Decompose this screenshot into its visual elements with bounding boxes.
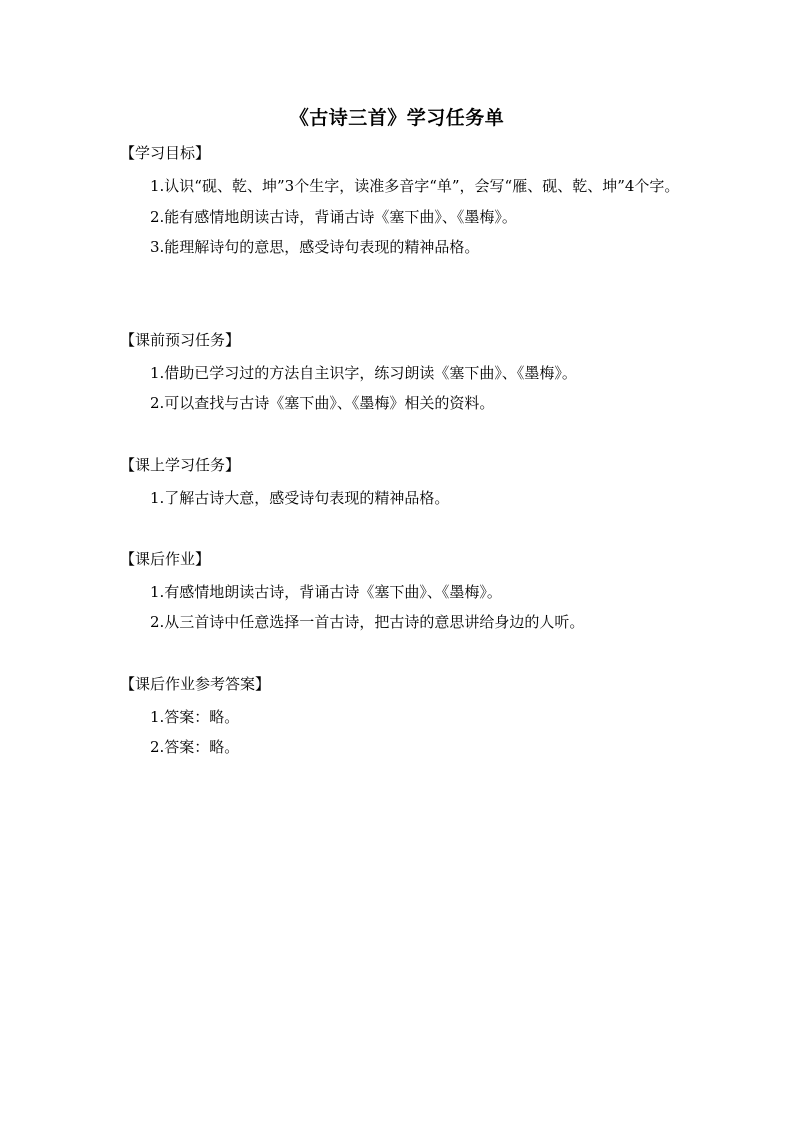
list-item: 2.能有感情地朗读古诗，背诵古诗《塞下曲》、《墨梅》。: [150, 208, 517, 226]
list-item: 2.可以查找与古诗《塞下曲》、《墨梅》相关的资料。: [150, 394, 495, 412]
section-heading: 【课前预习任务】: [120, 331, 241, 349]
section-homework-answers: [120, 672, 680, 762]
list-item: 1.有感情地朗读古诗，背诵古诗《塞下曲》、《墨梅》。: [150, 583, 502, 601]
list-item: 2.从三首诗中任意选择一首古诗，把古诗的意思讲给身边的人听。: [150, 613, 585, 631]
section-heading: 【学习目标】: [120, 144, 211, 162]
list-item: 2.答案：略。: [150, 738, 240, 756]
section-class-tasks: [120, 453, 680, 513]
section-heading: 【课上学习任务】: [120, 456, 241, 474]
list-item: 1.了解古诗大意，感受诗句表现的精神品格。: [150, 489, 450, 507]
section-heading: 【课后作业参考答案】: [120, 675, 271, 693]
section-homework: [120, 547, 680, 637]
list-item: 3.能理解诗句的意思，感受诗句表现的精神品格。: [150, 238, 480, 256]
section-learning-goals: [120, 141, 680, 262]
section-heading: 【课后作业】: [120, 550, 211, 568]
list-item: 1.借助已学习过的方法自主识字，练习朗读《塞下曲》、《墨梅》。: [150, 364, 577, 382]
list-item: 1.答案：略。: [150, 708, 240, 726]
list-item: 1.认识“砚、乾、坤”3个生字，读准多音字“单”，会写“雁、砚、乾、坤”4个字。: [150, 177, 680, 195]
document-title: 《古诗三首》学习任务单: [289, 107, 505, 129]
section-preview-tasks: [120, 328, 680, 418]
